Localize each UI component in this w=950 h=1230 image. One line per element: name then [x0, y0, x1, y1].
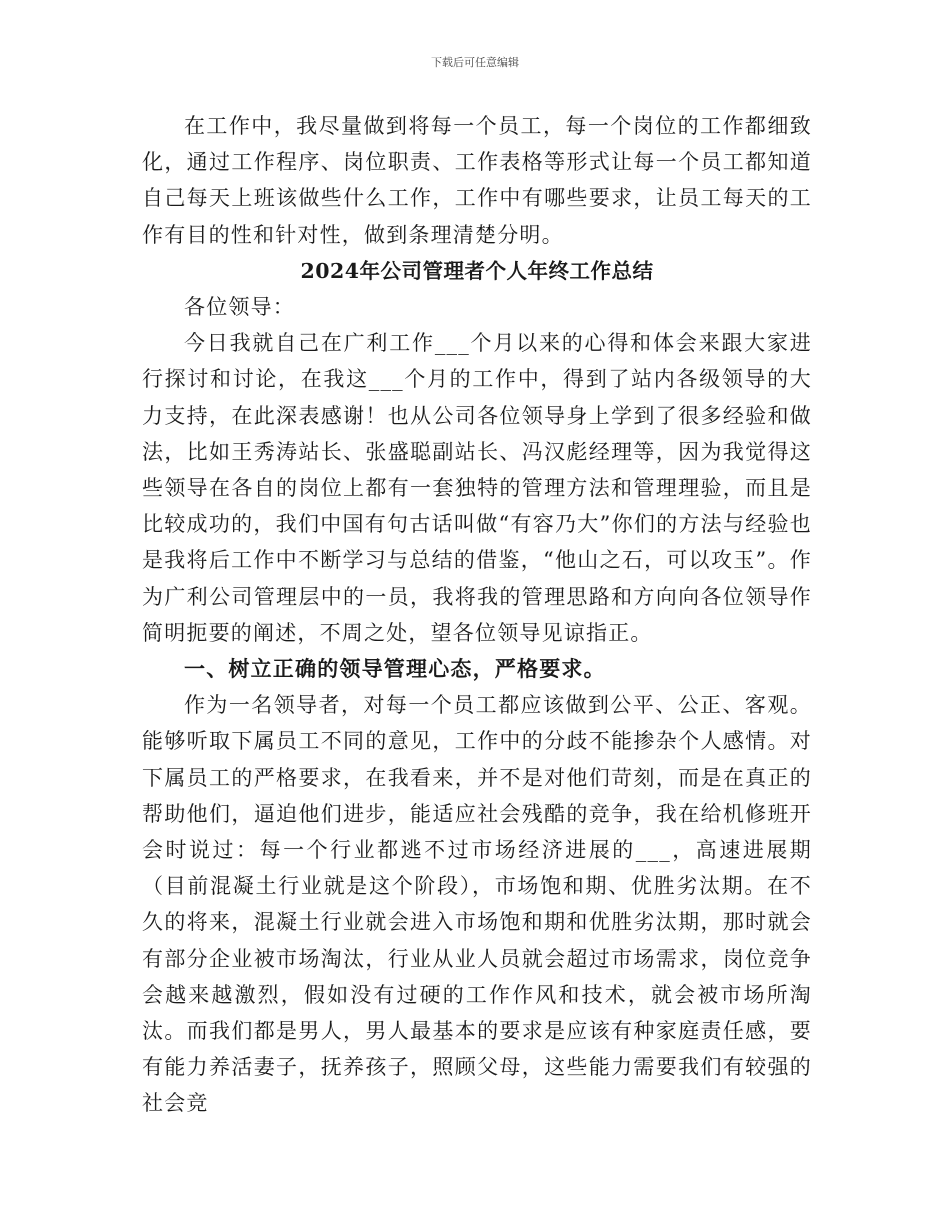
paragraph-1: 今日我就自己在广利工作___个月以来的心得和体会来跟大家进行探讨和讨论，在我这___个月的工作中，得到了站内各级领导的大力支持，在此深表感谢！也从公司各位领导身上学到了很多经验和做法，比如王秀涛站长、张盛聪副站长、冯汉彪经理等，因为我觉得这些领导在各自的岗位上都有一套独特的管理方法和管理理验，而且是比较成功的，我们中国有句古话叫做“有容乃大”你们的方法与经验也是我将后工作中不断学习与总结的借鉴，“他山之石，可以攻玉”。作为广利公司管理层中的一员，我将我的管理思路和方向向各位领导作简明扼要的阐述，不周之处，望各位领导见谅指正。	[142, 331, 812, 645]
document-title: 2024年公司管理者个人年终工作总结	[300, 258, 654, 283]
page-header: 下载后可任意编辑	[431, 56, 519, 69]
document-body	[142, 108, 812, 1122]
intro-paragraph: 在工作中，我尽量做到将每一个员工，每一个岗位的工作都细致化，通过工作程序、岗位职责、工作表格等形式让每一个员工都知道自己每天上班该做些什么工作，工作中有哪些要求，让员工每天的工作有目的性和针对性，做到条理清楚分明。	[142, 114, 812, 247]
paragraph-2: 作为一名领导者，对每一个员工都应该做到公平、公正、客观。能够听取下属员工不同的意见，工作中的分歧不能掺杂个人感情。对下属员工的严格要求，在我看来，并不是对他们苛刻，而是在真正的帮助他们，逼迫他们进步，能适应社会残酷的竞争，我在给机修班开会时说过：每一个行业都逃不过市场经济进展的___，高速进展期（目前混凝土行业就是这个阶段），市场饱和期、优胜劣汰期。在不久的将来，混凝土行业就会进入市场饱和期和优胜劣汰期，那时就会有部分企业被市场淘汰，行业从业人员就会超过市场需求，岗位竞争会越来越激烈，假如没有过硬的工作作风和技术，就会被市场所淘汰。而我们都是男人，男人最基本的要求是应该有种家庭责任感，要有能力养活妻子，抚养孩子，照顾父母，这些能力需要我们有较强的社会竞	[142, 693, 812, 1116]
section-1-heading: 一、树立正确的领导管理心态，严格要求。	[184, 656, 606, 682]
salutation: 各位领导：	[184, 295, 295, 320]
